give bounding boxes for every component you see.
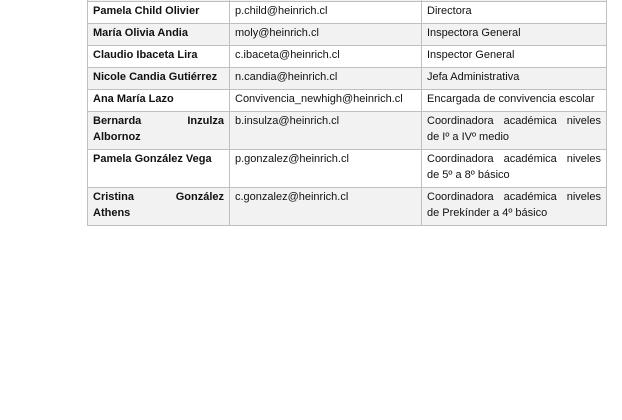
role-cell: Coordinadora académica niveles de Prekínder a 4º básico [422, 188, 607, 226]
table-row [88, 24, 607, 46]
role-cell: Inspectora General [422, 24, 607, 46]
email-cell: moly@heinrich.cl [230, 24, 422, 46]
email-cell: c.gonzalez@heinrich.cl [230, 188, 422, 226]
role-cell: Encargada de convivencia escolar [422, 90, 607, 112]
name-cell: María Olivia Andia [88, 24, 230, 46]
name-cell: Pamela González Vega [88, 150, 230, 188]
role-cell: Jefa Administrativa [422, 68, 607, 90]
name-cell: Claudio Ibaceta Lira [88, 46, 230, 68]
email-cell: p.gonzalez@heinrich.cl [230, 150, 422, 188]
email-cell: p.child@heinrich.cl [230, 2, 422, 24]
table-row [88, 68, 607, 90]
contacts-table [87, 0, 607, 226]
name-cell: Pamela Child Olivier [88, 2, 230, 24]
email-cell: n.candia@heinrich.cl [230, 68, 422, 90]
table-row [88, 150, 607, 188]
role-cell: Directora [422, 2, 607, 24]
email-cell: c.ibaceta@heinrich.cl [230, 46, 422, 68]
name-cell: Bernarda Inzulza Albornoz [88, 112, 230, 150]
table-row [88, 188, 607, 226]
email-cell: Convivencia_newhigh@heinrich.cl [230, 90, 422, 112]
table-row [88, 90, 607, 112]
table-row [88, 46, 607, 68]
role-cell: Coordinadora académica niveles de Iº a IVº medio [422, 112, 607, 150]
table-row [88, 2, 607, 24]
email-cell: b.insulza@heinrich.cl [230, 112, 422, 150]
role-cell: Inspector General [422, 46, 607, 68]
name-cell: Nicole Candia Gutiérrez [88, 68, 230, 90]
name-cell: Cristina González Athens [88, 188, 230, 226]
name-cell: Ana María Lazo [88, 90, 230, 112]
role-cell: Coordinadora académica niveles de 5º a 8º básico [422, 150, 607, 188]
table-row [88, 112, 607, 150]
